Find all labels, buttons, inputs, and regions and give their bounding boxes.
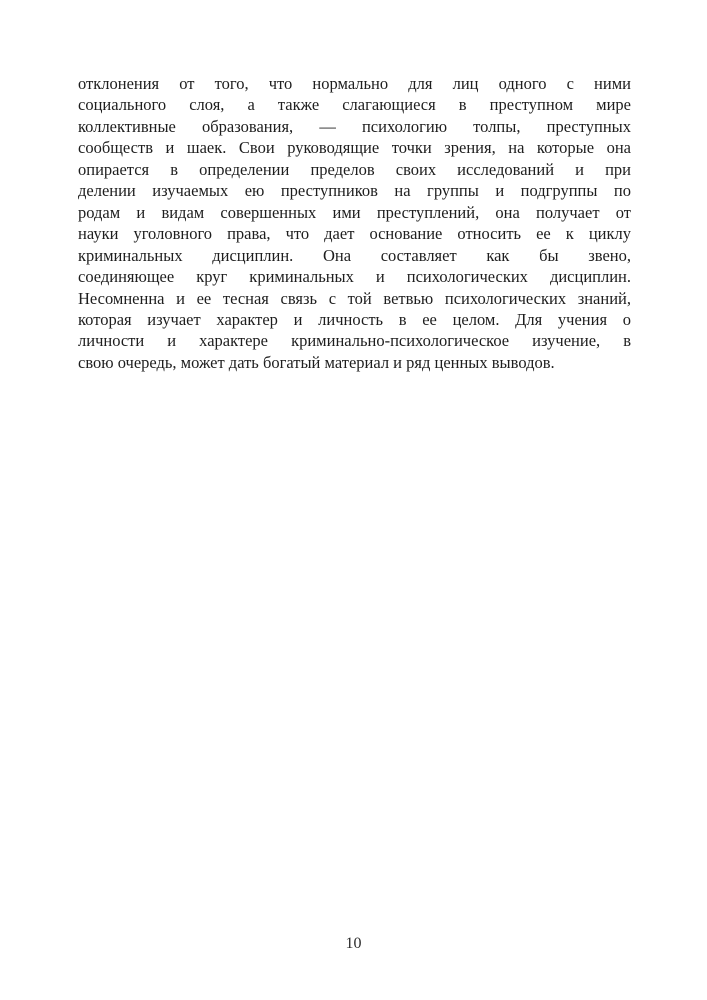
body-paragraph: [78, 73, 631, 373]
paragraph-line: криминальных дисциплин. Она составляет как бы звено,: [78, 245, 631, 265]
paragraph-line: сообществ и шаек. Свои руководящие точки зрения, на которые она: [78, 138, 631, 158]
paragraph-line: Несомненна и ее тесная связь с той ветвью психологических знаний,: [78, 288, 631, 308]
paragraph-line: делении изучаемых ею преступников на группы и подгруппы по: [78, 181, 631, 201]
paragraph-line: родам и видам совершенных ими преступлений, она получает от: [78, 202, 631, 222]
paragraph-line: науки уголовного права, что дает основание относить ее к циклу: [78, 224, 631, 244]
paragraph-line: коллективные образования, — психологию толпы, преступных: [78, 116, 631, 136]
paragraph-line: соединяющее круг криминальных и психологических дисциплин.: [78, 267, 631, 287]
paragraph-line: опирается в определении пределов своих исследований и при: [78, 159, 631, 179]
page-number: 10: [345, 935, 362, 952]
paragraph-line: отклонения от того, что нормально для лиц одного с ними: [78, 74, 631, 93]
paragraph-line: личности и характере криминально-психологическое изучение, в: [78, 331, 631, 351]
paragraph-line: свою очередь, может дать богатый материал и ряд ценных выводов.: [78, 352, 555, 372]
paragraph-line: социального слоя, а также слагающиеся в преступном мире: [78, 95, 631, 115]
paragraph-line: которая изучает характер и личность в ее целом. Для учения о: [78, 309, 631, 329]
